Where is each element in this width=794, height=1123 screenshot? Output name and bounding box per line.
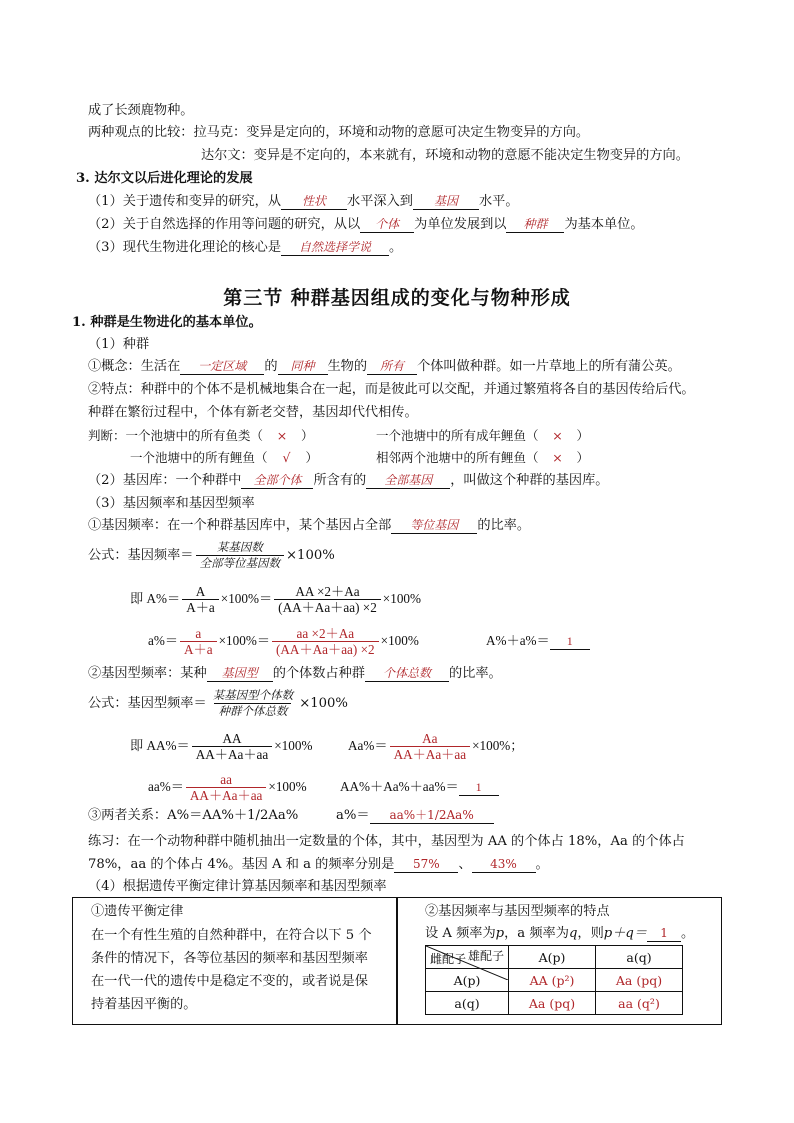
- judge-line: 判断：一个池塘中的所有鱼类（ × ）: [88, 428, 314, 443]
- text-line: （1）种群: [88, 337, 150, 352]
- answer-blank: aa%＋1/2Aa%: [370, 807, 494, 824]
- table-col-header: A(p): [509, 946, 596, 969]
- formula: Aa%＝ $\frac{Aa}{AA+Aa+aa}$ ×100%；: [348, 731, 524, 763]
- box-line: 条件的情况下，各等位基因的频率和基因型频率: [91, 951, 368, 966]
- formula: 公式：基因型频率＝ $\frac{\text{某基因型个体数}}{\text{种群个体总数}}$ ×100%: [88, 688, 348, 718]
- formula: A%＋a%＝ 1: [486, 631, 590, 650]
- text-line: （2）关于自然选择的作用等问题的研究，从以 个体 为单位发展到以 种群 为基本单位。: [88, 217, 644, 232]
- answer-blank: 自然选择学说: [281, 239, 389, 256]
- formula: 即 AA%＝ $\frac{AA}{AA+Aa+aa}$ ×100%: [130, 731, 313, 763]
- text-line: 种群在繁衍过程中，个体有新老交替，基因却代代相传。: [88, 405, 418, 420]
- text-line: ③两者关系：A%＝AA%＋1/2Aa%: [88, 808, 299, 823]
- table-col-header: a(q): [596, 946, 683, 969]
- box-title: ①遗传平衡定律: [91, 904, 184, 919]
- text-line: 达尔文：变异是不定向的，本来就有，环境和动物的意愿不能决定生物变异的方向。: [201, 148, 689, 163]
- text-line: ②基因型频率：某种 基因型 的个体数占种群 个体总数 的比率。: [88, 666, 502, 681]
- judge-line: 一个池塘中的所有成年鲤鱼（ × ）: [376, 428, 590, 443]
- answer-blank: 57%: [394, 856, 458, 873]
- formula: AA%＋Aa%＋aa%＝ 1: [340, 777, 499, 796]
- text-line: ①概念：生活在 一定区域 的 同种 生物的 所有 个体叫做种群。如一片草地上的所有蒲公英。: [88, 359, 681, 374]
- box-line: 持着基因平衡的。: [91, 997, 197, 1012]
- answer-blank: 等位基因: [391, 517, 477, 534]
- text-line: （3）基因频率和基因型频率: [88, 496, 255, 511]
- text-line: （1）关于遗传和变异的研究，从 性状 水平深入到 基因 水平。: [88, 194, 519, 209]
- answer-blank: 全部个体: [241, 472, 313, 489]
- answer-blank: 全部基因: [366, 472, 450, 489]
- answer-blank: 种群: [506, 216, 564, 233]
- box-line: 设 A 频率为p，a 频率为q，则p＋q＝ 1 。: [425, 926, 695, 941]
- text-line: 成了长颈鹿物种。: [88, 103, 194, 118]
- text-line: （4）根据遗传平衡定律计算基因频率和基因型频率: [88, 879, 387, 894]
- text-line: ②特点：种群中的个体不是机械地集合在一起，而是彼此可以交配，并通过繁殖将各自的基因传给后代。: [88, 382, 695, 397]
- judge-line: 相邻两个池塘中的所有鲤鱼（ × ）: [376, 450, 590, 465]
- text-line: 78%，aa 的个体占 4%。基因 A 和 a 的频率分别是 57% 、 43% 。: [88, 857, 549, 872]
- subheading: 1. 种群是生物进化的基本单位。: [72, 315, 262, 330]
- text-line: （2）基因库：一个种群中 全部个体 所含有的 全部基因 ，叫做这个种群的基因库。: [88, 473, 609, 488]
- answer-blank: 所有: [367, 358, 417, 375]
- formula: 公式：基因频率＝ $\frac{\text{某基因数}}{\text{全部等位基因数}}$ ×100%: [88, 540, 335, 570]
- answer-blank: 一定区域: [180, 358, 264, 375]
- judge-line: 一个池塘中的所有鲤鱼（ √ ）: [130, 450, 319, 465]
- section-title: 第三节 种群基因组成的变化与物种形成: [223, 287, 571, 309]
- subheading: 3. 达尔文以后进化理论的发展: [76, 171, 253, 186]
- table-row-header: A(p): [426, 969, 509, 992]
- table-header-diagonal: 雄配子 雌配子: [426, 946, 509, 969]
- answer-blank: 43%: [472, 856, 536, 873]
- box-line: 在一个有性生殖的自然种群中，在符合以下 5 个: [91, 928, 372, 943]
- box-frequency-features: [396, 897, 722, 1025]
- table-row-header: a(q): [426, 992, 509, 1015]
- table-cell: Aa (pq): [509, 992, 596, 1015]
- answer-blank: 同种: [278, 358, 328, 375]
- answer-blank: 1: [459, 779, 499, 796]
- answer-blank: 性状: [281, 193, 347, 210]
- table-cell: AA (p²): [509, 969, 596, 992]
- answer-blank: 个体总数: [365, 665, 449, 682]
- answer-blank: 基因: [413, 193, 479, 210]
- table-cell: Aa (pq): [596, 969, 683, 992]
- box-equilibrium-law: [72, 897, 398, 1025]
- text-line: （3）现代生物进化理论的核心是 自然选择学说 。: [88, 240, 403, 255]
- formula: aa%＝ $\frac{aa}{AA+Aa+aa}$ ×100%: [148, 772, 307, 804]
- text-line: 练习：在一个动物种群中随机抽出一定数量的个体，其中，基因型为 AA 的个体占 18%，Aa 的个体占: [88, 834, 685, 849]
- answer-blank: 基因型: [207, 665, 273, 682]
- text-line: ①基因频率：在一个种群基因库中，某个基因占全部 等位基因 的比率。: [88, 518, 531, 533]
- box-title: ②基因频率与基因型频率的特点: [425, 904, 610, 919]
- text-line: a%＝ aa%＋1/2Aa%: [336, 806, 494, 825]
- formula: a%＝ $\frac{a}{A+a}$ ×100%＝ $\frac{aa \times 2+Aa}{(AA+Aa+aa) \times 2}$ ×100%: [148, 626, 419, 658]
- answer-blank: 1: [550, 633, 590, 650]
- box-line: 在一代一代的遗传中是稳定不变的，或者说是保: [91, 974, 368, 989]
- answer-blank: 1: [647, 925, 681, 942]
- table-cell: aa (q²): [596, 992, 683, 1015]
- formula: 即 A%＝ $\frac{A}{A+a}$ ×100%＝ $\frac{AA \times 2+Aa}{(AA+Aa+aa) \times 2}$ ×100%: [130, 584, 422, 616]
- gamete-table: [425, 945, 683, 1015]
- answer-blank: 个体: [360, 216, 414, 233]
- text-line: 两种观点的比较：拉马克：变异是定向的，环境和动物的意愿可决定生物变异的方向。: [88, 125, 590, 140]
